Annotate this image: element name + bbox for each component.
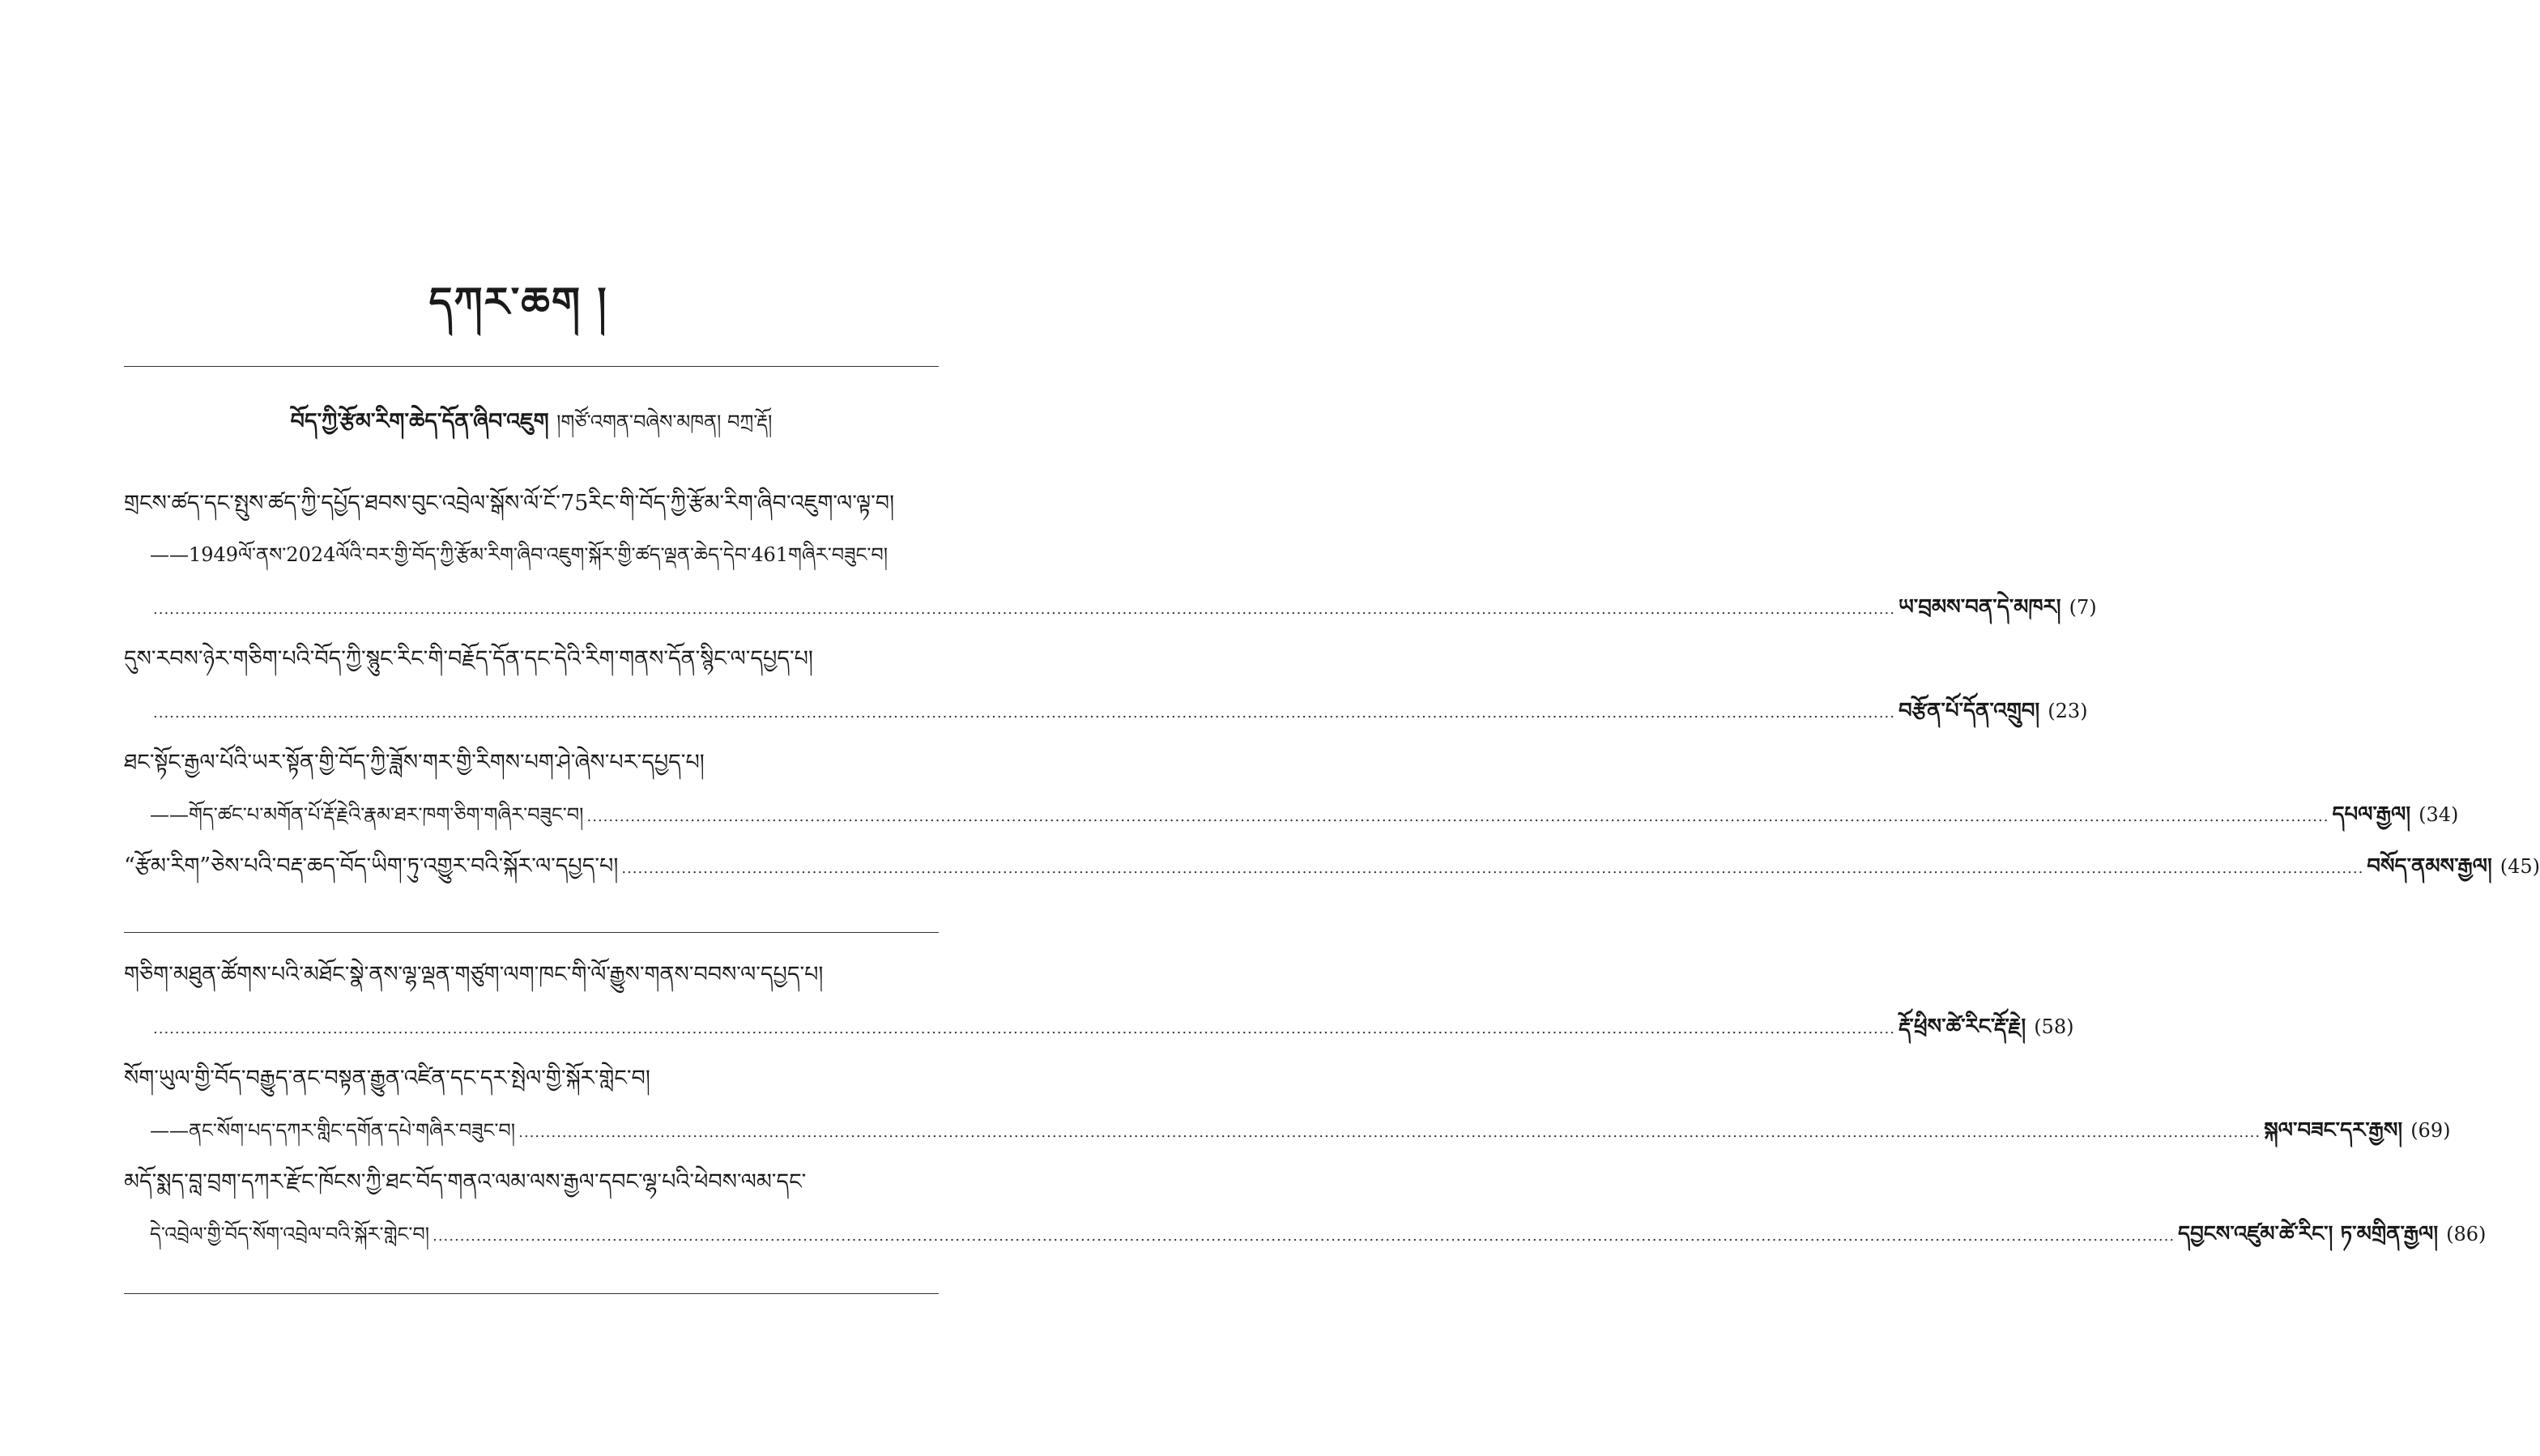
entry-5-page: (58) <box>2034 1015 2074 1038</box>
entry-1-subtitle: ——1949ལོ་ནས་2024ལོའི་བར་གྱི་བོད་ཀྱི་རྩོམ་རིག་ཞིབ་འཇུག་སྐོར་གྱི་ཚད་ལྡན་ཆེད་དེབ་461གཞིར་བཟུང་བ། <box>150 543 889 566</box>
entry-5-byline[interactable] <box>150 1009 2074 1045</box>
entry-6-byline[interactable] <box>150 1113 2451 1148</box>
entry-3-page: (34) <box>2419 803 2459 826</box>
entry-5-author: རྡོ་ཕྲིས་ཚེ་རིང་རྡོ་རྗེ། <box>1898 1015 2026 1039</box>
entry-1-page: (7) <box>2069 596 2097 619</box>
entry-2-byline[interactable] <box>150 693 2088 729</box>
divider-bottom <box>124 1293 939 1294</box>
section-heading <box>124 397 939 458</box>
entry-3-author: དཔལ་རྒྱལ། <box>2332 803 2411 827</box>
entry-3-title[interactable]: ཐང་སྟོང་རྒྱལ་པོའི་ཡར་སྟོན་གྱི་བོད་ཀྱི་ཟློས་གར་གྱི་རིགས་པག་ཤེ་ཞེས་པར་དཔྱད་པ། <box>124 750 705 775</box>
entry-7-page: (86) <box>2446 1223 2487 1245</box>
entry-6-author: སྐལ་བཟང་དར་རྒྱས། <box>2264 1118 2403 1143</box>
divider-top <box>124 366 939 367</box>
leader-dots <box>518 1115 2261 1151</box>
leader-dots <box>587 799 2329 835</box>
section-editors: །གཙོ་འགན་བཞེས་མཁན། བཀྲ་རྡོ། <box>556 411 773 433</box>
entry-7-author: དབྱངས་འཛུམ་ཚེ་རིང་། ཏ་མགྲིན་རྒྱལ། <box>2178 1222 2439 1246</box>
entry-2-page: (23) <box>2048 700 2088 722</box>
leader-dots <box>433 1219 2175 1254</box>
entry-1-title[interactable]: གྲངས་ཚད་དང་སྤུས་ཚད་ཀྱི་དཔྱོད་ཐབས་བུང་འབྲེལ་སྒོས་ལོ་ངོ་75རིང་གི་བོད་ཀྱི་རྩོམ་རིག་ཞིབ་འཇུག་ལ་ལྟ་བ། <box>124 491 895 516</box>
entry-4-page: (45) <box>2500 855 2540 878</box>
leader-dots <box>621 851 2363 887</box>
entry-3-subtitle: ——གོད་ཚང་པ་མགོན་པོ་རྡོ་རྗེའི་རྣམ་ཐར་ཁག་ཅིག་གཞིར་བཟུང་བ། <box>150 803 584 826</box>
entry-5-title[interactable]: གཅིག་མཐུན་ཚོགས་པའི་མཐོང་སྣེ་ནས་ལྷ་ལྡན་གཙུག་ལག་ཁང་གི་ལོ་རྒྱུས་གནས་བབས་ལ་དཔྱད་པ། <box>124 962 824 987</box>
entry-6-page: (69) <box>2410 1119 2451 1142</box>
entry-4[interactable] <box>124 849 2540 884</box>
entry-6-subtitle: ——ནང་སོག་པད་དཀར་གླིང་དགོན་དཔེ་གཞིར་བཟུང་བ། <box>150 1119 516 1142</box>
entry-6-title[interactable]: སོག་ཡུལ་གྱི་བོད་བརྒྱུད་ནང་བསྟན་རྒྱུན་འཛིན་དང་དར་སྤེལ་གྱི་སྐོར་གླེང་བ། <box>124 1066 650 1091</box>
leader-dots <box>153 1011 1895 1047</box>
entry-4-title: “རྩོམ་རིག”ཅེས་པའི་བརྡ་ཆད་བོད་ཡིག་ཏུ་འགྱུར་བའི་སྐོར་ལ་དཔྱད་པ། <box>124 854 619 879</box>
page-title: དཀར་ཆག ། <box>428 278 608 326</box>
entry-7-subtitle: དེ་འབྲེལ་གྱི་བོད་སོག་འབྲེལ་བའི་སྐོར་གླེང་བ། <box>150 1223 430 1245</box>
divider-middle <box>124 932 939 933</box>
entry-1-byline[interactable] <box>150 590 2097 625</box>
entry-2-title[interactable]: དུས་རབས་ཉེར་གཅིག་པའི་བོད་ཀྱི་སྙུང་རིང་གི་བརྗོད་དོན་དང་དེའི་རིག་གནས་དོན་སྙིང་ལ་དཔྱད་པ། <box>124 646 813 671</box>
entry-4-author: བསོད་ནམས་རྒྱལ། <box>2367 854 2492 879</box>
leader-dots <box>153 592 1895 628</box>
entry-1-author: ཡ་བྲམས་བན་དེ་མཁར། <box>1898 595 2061 619</box>
entry-2-author: བརྩོན་པོ་དོན་འགྲུབ། <box>1898 699 2040 723</box>
entry-3-byline[interactable] <box>150 797 2459 832</box>
entry-7-title[interactable]: མདོ་སྨད་བླ་བྲག་དཀར་རྫོང་ཁོངས་ཀྱི་ཐང་བོད་གནའ་ལམ་ལས་རྒྱལ་དབང་ལྷ་པའི་ཕེབས་ལམ་དང་ <box>124 1169 807 1194</box>
section-title: བོད་ཀྱི་རྩོམ་རིག་ཆེད་དོན་ཞིབ་འཇུག <box>290 409 549 434</box>
entry-7-byline[interactable] <box>150 1216 2487 1252</box>
leader-dots <box>153 696 1895 731</box>
